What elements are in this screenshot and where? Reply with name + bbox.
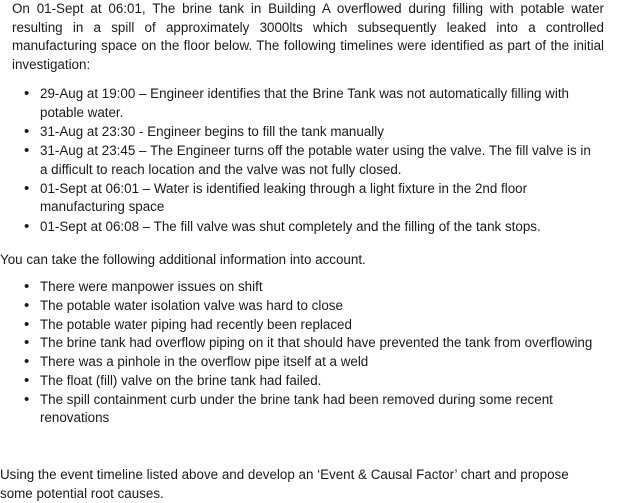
timeline-item: • 01-Sept at 06:08 – The fill valve was shut completely and the filling of the tank stops. [0,218,600,237]
factor-item: • The potable water piping had recently been replaced [0,316,600,335]
timeline-item: • 29-Aug at 19:00 – Engineer identifies that the Brine Tank was not automatically filling with potable water. [0,85,600,122]
timeline-item: • 31-Aug at 23:45 – The Engineer turns off the potable water using the valve. The fill valve is in a difficult to reach location and the valve was not fully closed. [0,142,600,179]
timeline-item: • 01-Sept at 06:01 – Water is identified leaking through a light fixture in the 2nd floor manufacturing space [0,180,600,217]
factor-item: • The float (fill) valve on the brine tank had failed. [0,372,600,391]
factor-item: • The brine tank had overflow piping on it that should have prevented the tank from overflowing [0,334,600,353]
factor-item: • There was a pinhole in the overflow pipe itself at a weld [0,353,600,372]
factor-item: • The spill containment curb under the brine tank had been removed during some recent renovations [0,391,600,428]
timeline-list [0,85,600,237]
factor-item: • There were manpower issues on shift [0,278,600,297]
factor-item: • The potable water isolation valve was hard to close [0,297,600,316]
timeline-item: • 31-Aug at 23:30 - Engineer begins to fill the tank manually [0,123,600,142]
additional-info-list [0,278,600,428]
closing-paragraph: Using the event timeline listed above and develop an ‘Event & Causal Factor’ chart and propose some potential root causes. [0,467,569,501]
additional-info-heading: You can take the following additional information into account. [0,252,366,267]
intro-paragraph: On 01-Sept at 06:01, The brine tank in Building A overflowed during filling with potable water resulting in a spill of approximately 3000lts which subsequently leaked into a controlled manufacturing space on the floor below. The following timelines were identified as part of the initial investigation: [12,1,604,72]
